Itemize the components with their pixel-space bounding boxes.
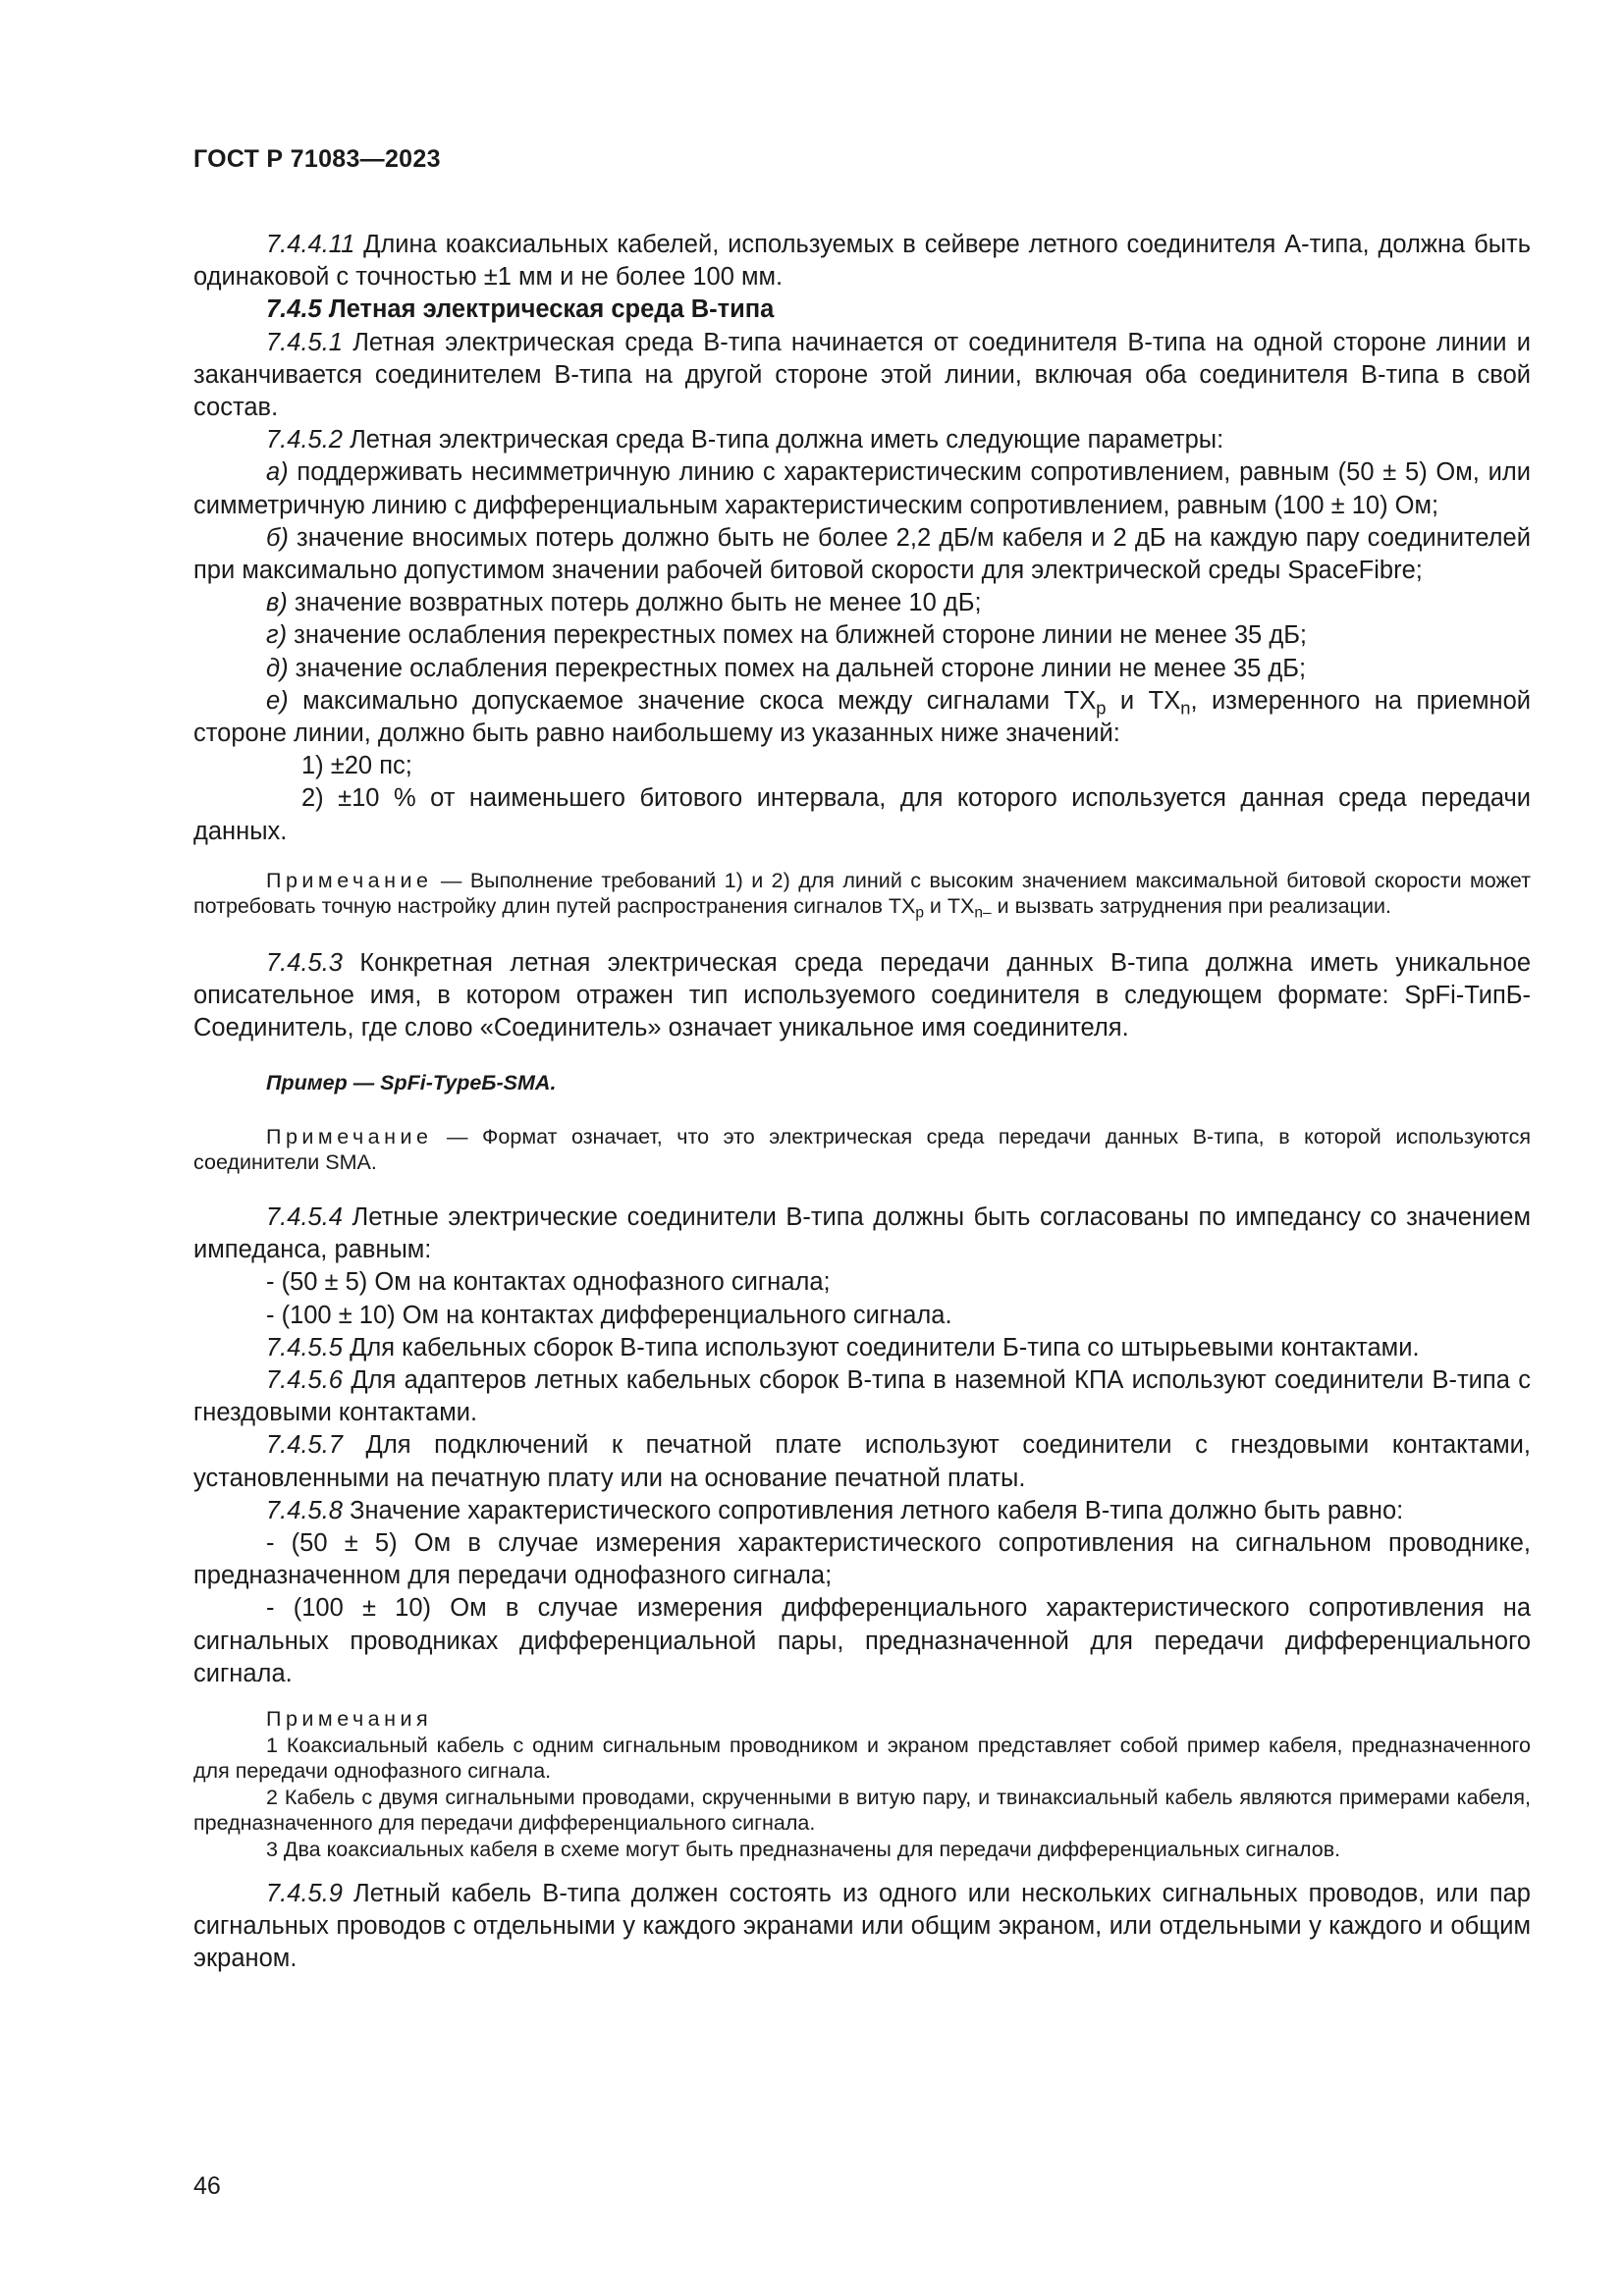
clause-text: Летная электрическая среда B-типа начинается от соединителя B-типа на одной стороне линии и заканчивается соединителем B-типа на другой стороне этой линии, включая оба соединителя B-типа в свой состав. — [193, 328, 1531, 422]
list-item-a — [193, 456, 1531, 521]
page-number: 46 — [193, 2172, 221, 2200]
dash-item: - (100 ± 10) Ом в случае измерения дифференциального характеристического сопротивления на сигнальных проводниках дифференциальной пары, предназначенной для передачи дифференциального сигнала. — [193, 1594, 1531, 1687]
note-label: Примечание — [266, 868, 433, 892]
paragraph-7-4-5-1 — [193, 327, 1531, 425]
clause-text: Значение характеристического сопротивления летного кабеля B-типа должно быть равно: — [342, 1496, 1404, 1524]
clause-text: Длина коаксиальных кабелей, используемых в сейвере летного соединителя A-типа, должна быть одинаковой с точностью ±1 мм и не более 100 мм. — [193, 231, 1531, 292]
dash-item: - (50 ± 5) Ом на контактах однофазного сигнала; — [266, 1268, 831, 1297]
paragraph-7-4-5-5 — [193, 1332, 1531, 1364]
note-item-2: 2 Кабель с двумя сигнальными проводами, скрученными в витую пару, и твинаксиальный кабель являются примерами кабеля, предназначенного для передачи дифференциального сигнала. — [193, 1785, 1531, 1836]
paragraph-7-4-5-7 — [193, 1429, 1531, 1494]
subscript-n: n — [1180, 697, 1191, 719]
paragraph-7-4-5-8 — [193, 1495, 1531, 1527]
subscript-p: p — [1096, 697, 1107, 719]
list-item-v — [193, 587, 1531, 619]
section-heading-7-4-5 — [193, 294, 1531, 326]
clause-number: 7.4.4.11 — [266, 231, 355, 258]
paragraph-7-4-5-9 — [193, 1878, 1531, 1976]
clause-text: Летные электрические соединители B-типа должны быть согласованы по импедансу со значением импеданса, равным: — [193, 1202, 1531, 1264]
dash-item: - (50 ± 5) Ом в случае измерения характеристического сопротивления на сигнальном проводнике, предназначенном для передачи однофазного сигнала; — [193, 1529, 1531, 1590]
list-item-b — [193, 522, 1531, 587]
subscript-p: p — [915, 905, 924, 922]
dash-item: - (100 ± 10) Ом на контактах дифференциального сигнала. — [266, 1301, 952, 1329]
note-label: Примечание — [266, 1124, 433, 1148]
clause-text: Для кабельных сборок B-типа используют соединители Б-типа со штырьевыми контактами. — [342, 1333, 1420, 1362]
list-marker: а) — [266, 458, 289, 487]
paragraph-7-4-4-11 — [193, 229, 1531, 294]
list-item-g — [193, 619, 1531, 652]
list-marker: е) — [266, 686, 289, 715]
clause-text: Для подключений к печатной плате используют соединители с гнездовыми контактами, установленными на печатную плату или на основание печатной платы. — [193, 1431, 1531, 1492]
list-text: значение ослабления перекрестных помех на дальней стороне линии не менее 35 дБ; — [288, 654, 1307, 682]
subscript-n: n– — [974, 905, 992, 922]
list-text: поддерживать несимметричную линию с характеристическим сопротивлением, равным (50 ± 5) Ом, или симметричную линию с дифференциальным характеристическим сопротивлением, равным (100 ± 10) Ом; — [193, 458, 1531, 519]
section-number: 7.4.5 — [266, 295, 322, 324]
clause-text: Летная электрическая среда B-типа должна иметь следующие параметры: — [342, 426, 1224, 454]
paragraph-7-4-5-4 — [193, 1201, 1531, 1266]
list-marker: в) — [266, 589, 288, 617]
list-text: и TX — [1106, 686, 1181, 715]
list-marker: б) — [266, 523, 289, 552]
clause-number: 7.4.5.1 — [266, 328, 343, 356]
section-title: Летная электрическая среда B-типа — [321, 295, 775, 324]
note-1 — [193, 868, 1531, 920]
list-text: , измеренного на приемной стороне линии, должно быть равно наибольшему из указанных ниже значений: — [193, 686, 1532, 748]
clause-number: 7.4.5.6 — [266, 1365, 343, 1394]
list-text: максимально допускаемое значение скоса между сигналами TX — [288, 686, 1097, 715]
notes-label: Примечания — [266, 1707, 433, 1732]
clause-number: 7.4.5.2 — [266, 426, 343, 454]
clause-number: 7.4.5.3 — [266, 948, 343, 977]
clause-text: Конкретная летная электрическая среда передачи данных B-типа должна иметь уникальное описательное имя, в котором отражен тип используемого соединителя в следующем формате: SpFi-ТипБ-Соединитель, где слово «Соединитель» означает уникальное имя соединителя. — [193, 948, 1531, 1042]
body-text — [193, 229, 1531, 1976]
note-text: и TX — [923, 894, 975, 919]
note-item-1: 1 Коаксиальный кабель с одним сигнальным проводником и экраном представляет собой пример кабеля, предназначенного для передачи однофазного сигнала. — [193, 1733, 1531, 1784]
paragraph-7-4-5-3 — [193, 947, 1531, 1045]
clause-text: Для адаптеров летных кабельных сборок B-типа в наземной КПА используют соединители B-типа с гнездовыми контактами. — [193, 1365, 1531, 1427]
list-text: значение возвратных потерь должно быть не менее 10 дБ; — [287, 589, 982, 617]
clause-number: 7.4.5.5 — [266, 1333, 343, 1362]
example: Пример — SpFi-TypeБ-SMA. — [266, 1071, 557, 1095]
list-item-d — [193, 653, 1531, 685]
note-text: — Формат означает, что это электрическая среда передачи данных B-типа, в которой используются соединители SMA. — [193, 1124, 1531, 1175]
note-item-3: 3 Два коаксиальных кабеля в схеме могут быть предназначены для передачи дифференциальных сигналов. — [266, 1837, 1341, 1861]
list-marker: г) — [266, 621, 288, 650]
note-text: — Выполнение требований 1) и 2) для линий с высоким значением максимальной битовой скорости может потребовать точную настройку длин путей распространения сигналов TX — [193, 868, 1531, 919]
clause-number: 7.4.5.4 — [266, 1202, 343, 1231]
clause-number: 7.4.5.8 — [266, 1496, 343, 1524]
list-text: значение вносимых потерь должно быть не более 2,2 дБ/м кабеля и 2 дБ на каждую пару соединителей при максимально допустимом значении рабочей битовой скорости для электрической среды SpaceFibre; — [193, 523, 1531, 585]
clause-number: 7.4.5.7 — [266, 1431, 343, 1460]
list-text: значение ослабления перекрестных помех на ближней стороне линии не менее 35 дБ; — [287, 621, 1308, 650]
list-marker: д) — [266, 654, 289, 682]
paragraph-7-4-5-6 — [193, 1364, 1531, 1429]
clause-text: Летный кабель B-типа должен состоять из одного или нескольких сигнальных проводов, или пар сигнальных проводов с отдельными у каждого экранами или общим экраном, или отдельными у каждого и общим экраном. — [193, 1880, 1531, 1973]
sub-item-1: 1) ±20 пс; — [301, 752, 412, 780]
note-text: и вызвать затруднения при реализации. — [991, 894, 1391, 919]
sub-item-2: 2) ±10 % от наименьшего битового интервала, для которого используется данная среда передачи данных. — [193, 784, 1531, 845]
document-header: ГОСТ Р 71083—2023 — [193, 145, 441, 173]
paragraph-7-4-5-2 — [193, 424, 1531, 456]
clause-number: 7.4.5.9 — [266, 1880, 343, 1908]
list-item-e — [193, 685, 1531, 750]
note-2 — [193, 1124, 1531, 1176]
